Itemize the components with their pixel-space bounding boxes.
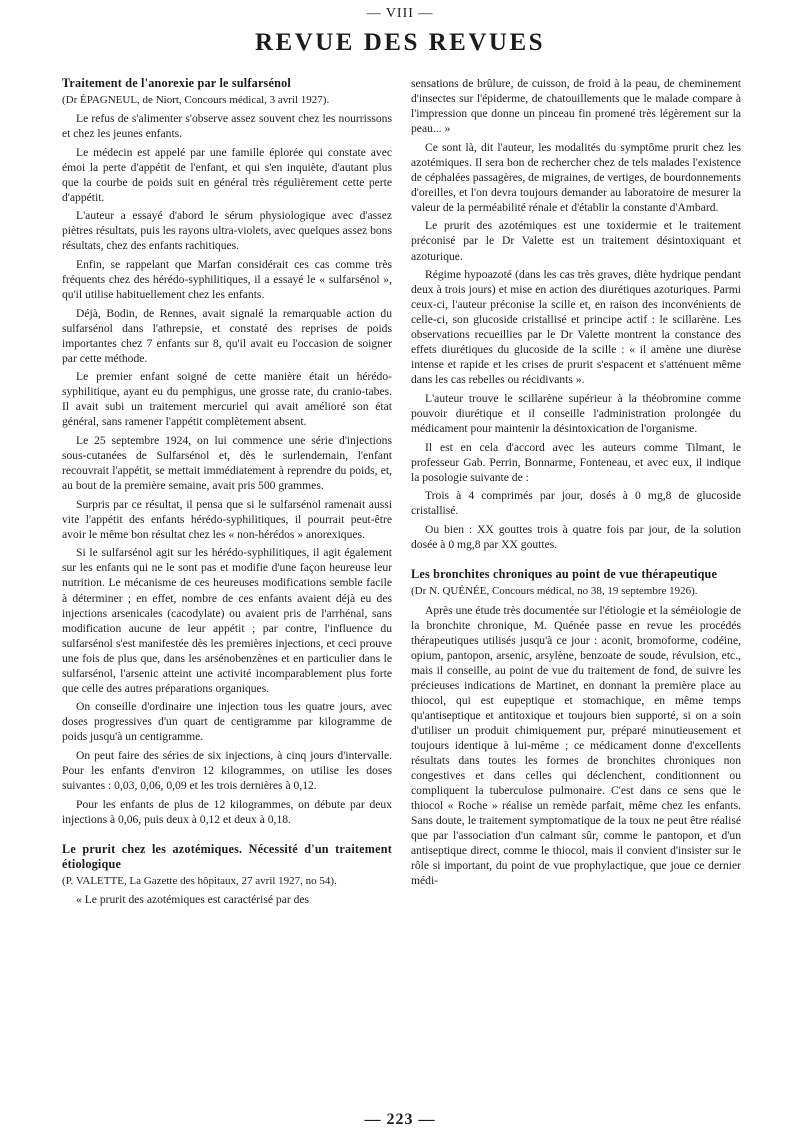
paragraph: Enfin, se rappelant que Marfan considérait ces cas comme très fréquents chez des hérédo-syphilitiques, il a essayé le « sulfarsénol », qu'il utilise habituellement chez les enfants. [62,258,392,302]
right-column [411,76,741,892]
article-citation: (P. VALETTE, La Gazette des hôpitaux, 27 avril 1927, no 54). [62,875,337,888]
section-gap [62,830,392,842]
folio: — VIII — [366,6,434,21]
paragraph: Trois à 4 comprimés par jour, dosés à 0 mg,8 de glucoside cristallisé. [411,489,741,518]
paragraph: Le refus de s'alimenter s'observe assez souvent chez les nourrissons et chez les jeunes enfants. [62,112,392,141]
paragraph: Régime hypoazoté (dans les cas très graves, diète hydrique pendant deux à trois jours) et mise en action des diurétiques azoturiques. Parmi ceux-ci, l'auteur préconise la scille et, en raison des inconvénients de celle-ci, son glucoside cristallisé et principe actif : le scillarène. Les observations recueillies par le Dr Valette montrent la constance des effets diurétiques du glucoside de la scille : « il amène une diurèse intense et rapide et les crises de prurit s'espacent et s'atténuent même dans les cas rebelles ou récidivants ». [411,268,741,387]
article-title: Le prurit chez les azotémiques. Nécessité d'un traitement étiologique [62,842,392,872]
paragraph: L'auteur trouve le scillarène supérieur à la théobromine comme pouvoir diurétique et il conseille l'administration prolongée du médicament pour maintenir la désintoxication de l'organisme. [411,391,741,436]
paragraph: On conseille d'ordinaire une injection tous les quatre jours, avec doses progressives d'un quart de centigramme par kilogramme de poids jusqu'à un centigramme. [62,700,392,744]
article-title: Traitement de l'anorexie par le sulfarsénol [62,76,291,90]
paragraph: L'auteur a essayé d'abord le sérum physiologique avec d'assez piètres résultats, puis les rayons ultra-violets, avec quelques assez bons résultats, chez des enfants rachitiques. [62,209,392,253]
paragraph: Le médecin est appelé par une famille éplorée qui constate avec émoi la perte d'appétit de l'enfant, et qui s'en inquiète, d'autant plus que la courbe de poids suit en général très régulièrement cette perte d'appétit. [62,145,392,204]
running-title: REVUE DES REVUES [254,29,546,56]
paragraph: On peut faire des séries de six injections, à cinq jours d'intervalle. Pour les enfants d'environ 12 kilogrammes, on utilise les doses suivantes : 0,03, 0,06, 0,09 et les trois dernières à 0,12. [62,748,392,793]
paragraph: Ce sont là, dit l'auteur, les modalités du symptôme prurit chez les azotémiques. Il sera bon de rechercher chez de tels malades l'existence de céphalées passagères, de migraines, de vertiges, de bourdonnements d'oreilles, et l'on devra toujours demander au laboratoire de mesurer la valeur de la perméabilité rénale et d'établir la constante d'Ambard. [411,140,741,214]
paragraph: Ou bien : XX gouttes trois à quatre fois par jour, de la solution dosée à 0 mg,8 par XX gouttes. [411,522,741,551]
paragraph: sensations de brûlure, de cuisson, de froid à la peau, de cheminement d'insectes sur l'épiderme, de chatouillements que le malade compare à l'impression que donne un pinceau fin promené très légèrement sur la peau... » [411,77,741,136]
paragraph: Pour les enfants de plus de 12 kilogrammes, on débute par deux injections à 0,06, puis deux à 0,12 et deux à 0,18. [62,797,392,826]
paragraph: Surpris par ce résultat, il pensa que si le sulfarsénol ramenait aussi vite l'appétit des enfants hérédo-syphilitiques, il pourrait peut-être avoir le même bon résultat chez les « non-hérédos » anorexiques. [62,497,392,541]
paragraph: « Le prurit des azotémiques est caractérisé par des [76,893,310,907]
left-column [62,76,392,911]
section-gap [411,555,741,567]
paragraph: Il est en cela d'accord avec les auteurs comme Tilmant, le professeur Gab. Perrin, Bonnarme, Fonteneau, et avec eux, il indique la posologie suivante de : [411,440,741,484]
article-title: Les bronchites chroniques au point de vue thérapeutique [411,567,718,582]
article-citation: (Dr N. QUÉNÉE, Concours médical, no 38, 19 septembre 1926). [411,585,698,598]
paragraph: Si le sulfarsénol agit sur les hérédo-syphilitiques, il agit également sur les enfants qui ne le sont pas et modifie d'une façon heureuse leur nutrition. Le mécanisme de ces heureuses modifications semble facile à déterminer ; en effet, nombre de ces enfants avaient déjà eu des injections arsenicales (cacodylate) ou avaient pris de l'arrhénal, sans modification aucune de leur appétit ; par contre, l'influence du sulfarsénol s'est manifestée dès les premières injections, et ceci prouve une fois de plus que, dans les arsénobenzènes et en particulier dans le sulfarsénol, l'arsenic atteint une activité incomparablement plus forte que celle des autres préparations organiques. [62,546,392,695]
paragraph: Le prurit des azotémiques est une toxidermie et le traitement préconisé par le Dr Valette est un traitement désintoxiquant et azoturique. [411,219,741,263]
paragraph: Après une étude très documentée sur l'étiologie et la séméiologie de la bronchite chronique, M. Quénée passe en revue les procédés thérapeutiques utilisés jusqu'à ce jour : aconit, bromoforme, codéine, opium, pantopon, arsenic, arsylène, benzoate de soude, révulsion, etc., mais il conseille, au point de vue du traitement de fond, de suivre les précieuses indications de Martinet, en donnant la première place au thiocol, qui est eupeptique et stomachique, en même temps qu'antiseptique et antitoxique et toujours bien supporté, si on a soin d'utiliser un produit chimiquement pur, préparé minutieusement et toujours identique à lui-même ; ce médicament donne d'excellents résultats dans toutes les formes de bronchites chroniques non congestives et dans celles qui déclenchent, conditionnent ou compliquent la tuberculose pulmonaire. C'est dans ce sens que le thiocol « Roche » réalise un remède parfait, même chez les enfants. Sans doute, le traitement symptomatique de la toux ne peut être réalisé que par l'association d'un calmant sûr, comme le pantopon, et d'un antiseptique direct, comme le thiocol, mais il convient d'insister sur le rôle si important, du point de vue prophylactique, que joue ce dernier médi- [411,603,741,888]
article-citation: (Dr ÉPAGNEUL, de Niort, Concours médical, 3 avril 1927). [62,94,330,107]
page-number: — 223 — [364,1111,436,1128]
paragraph: Le premier enfant soigné de cette manière était un hérédo-syphilitique, ayant eu du pemphigus, une grosse rate, du cranio-tabes. Il avait subi un traitement mercuriel qui avait amélioré son état général, sans ramener l'appétit complètement absent. [62,370,392,429]
paragraph: Le 25 septembre 1924, on lui commence une série d'injections sous-cutanées de Sulfarsénol et, dès le surlendemain, l'enfant recouvrait l'appétit, se mettait immédiatement à reprendre du poids, et, au bout de la première semaine, avait pris 500 grammes. [62,434,392,493]
paragraph: Déjà, Bodin, de Rennes, avait signalé la remarquable action du sulfarsénol dans l'athrepsie, et constaté des reprises de poids importantes chez 7 enfants sur 8, qu'il avait eu l'occasion de soigner par cette méthode. [62,306,392,365]
